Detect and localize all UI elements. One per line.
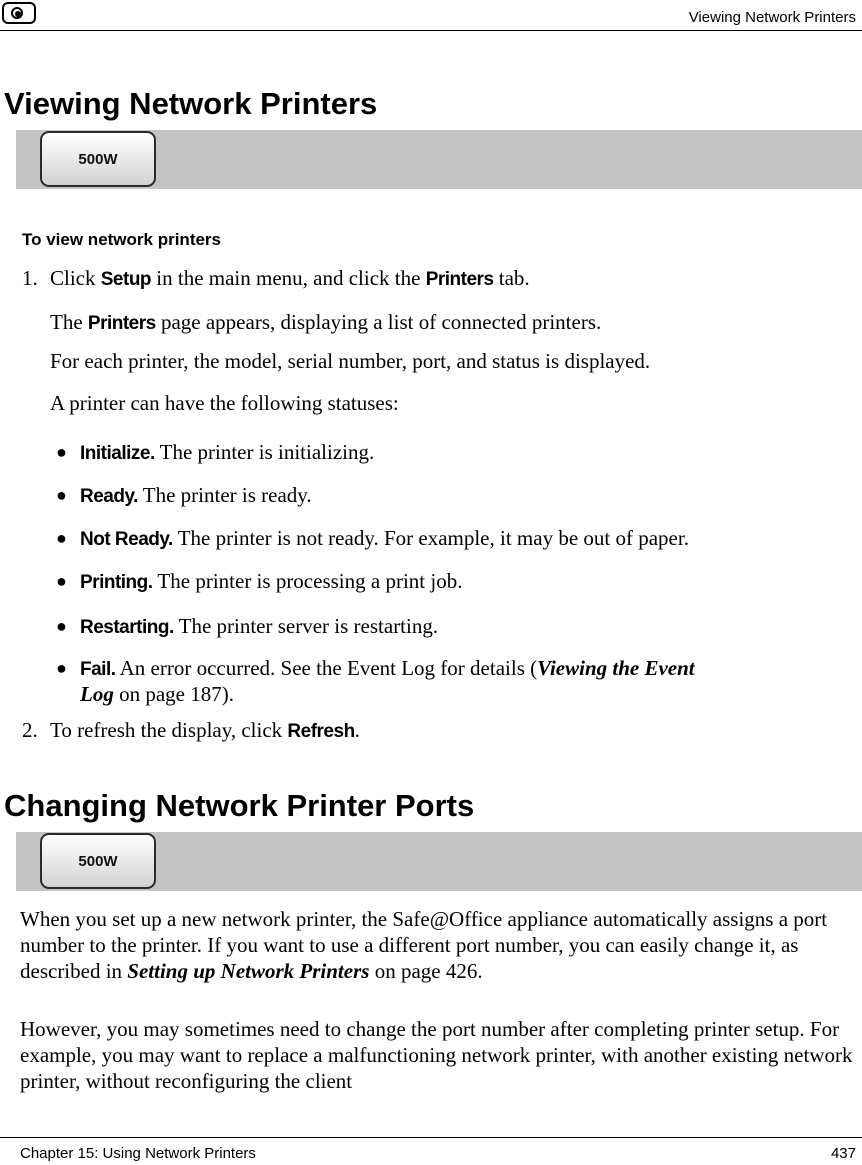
link-setting-up-network-printers[interactable]: Setting up Network Printers xyxy=(127,959,370,983)
running-header: Viewing Network Printers xyxy=(688,9,856,26)
status-item-continued: Log on page 187). xyxy=(80,682,234,706)
page-number: 437 xyxy=(830,1145,856,1162)
procedure-title: To view network printers xyxy=(22,230,222,249)
keyword-printers: Printers xyxy=(425,269,494,290)
step-1-note: For each printer, the model, serial number, port, and status is displayed. xyxy=(50,349,651,373)
model-bar xyxy=(16,832,862,891)
camera-logo-icon xyxy=(2,2,36,24)
keyword-setup: Setup xyxy=(100,269,152,290)
link-viewing-event-log-cont[interactable]: Log xyxy=(80,682,114,706)
statuses-intro: A printer can have the following statuses: xyxy=(50,391,399,415)
model-bar xyxy=(16,130,862,189)
footer-chapter: Chapter 15: Using Network Printers xyxy=(20,1145,256,1162)
section-title-changing-ports: Changing Network Printer Ports xyxy=(4,788,475,823)
header-divider xyxy=(0,30,862,31)
model-badge: 500W xyxy=(40,833,156,889)
paragraph-port-assignment: When you set up a new network printer, the Safe@Office appliance automatically assigns a port number to the printer. If you want to use a different port number, you can easily change it, as described in Setting up Network Printers on page 426. xyxy=(20,907,828,983)
keyword-refresh: Refresh xyxy=(287,721,355,742)
step-1-result: The Printers page appears, displaying a list of connected printers. xyxy=(50,310,602,334)
link-viewing-event-log[interactable]: Viewing the Event xyxy=(537,656,695,680)
model-badge: 500W xyxy=(40,131,156,187)
footer-divider xyxy=(0,1137,862,1138)
paragraph-change-after-setup: However, you may sometimes need to change the port number after completing printer setup. For example, you may want to replace a malfunctioning network printer, with another existing network printer, without reconfiguring the client xyxy=(20,1017,853,1093)
section-title-viewing: Viewing Network Printers xyxy=(4,86,378,121)
